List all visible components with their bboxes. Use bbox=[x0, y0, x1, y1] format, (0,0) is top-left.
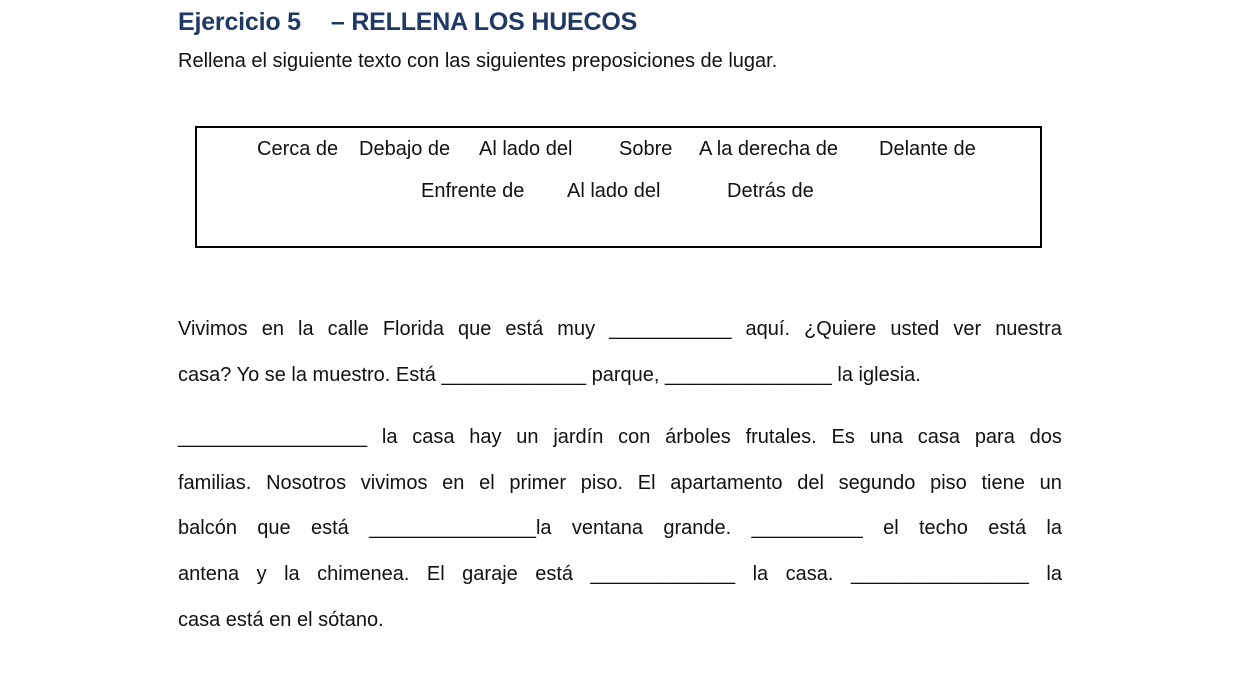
text-word: dos bbox=[1029, 426, 1062, 448]
exercise-heading: – RELLENA LOS HUECOS bbox=[330, 8, 638, 36]
text-word: un bbox=[516, 426, 539, 448]
text-word: la bbox=[298, 318, 314, 340]
text-word: chimenea. bbox=[317, 563, 410, 585]
text-word: árboles bbox=[665, 426, 731, 448]
text-word: ver bbox=[953, 318, 982, 340]
text-word: piso bbox=[930, 472, 967, 494]
text-word: familias. bbox=[178, 472, 252, 494]
text-word: usted bbox=[890, 318, 940, 340]
text-word: casa bbox=[412, 426, 455, 448]
text-word: la bbox=[381, 426, 398, 448]
text-word: _________________ bbox=[178, 426, 368, 448]
text-word: El bbox=[426, 563, 445, 585]
text-word: _____________ bbox=[590, 563, 736, 585]
text-word: la bbox=[1046, 517, 1062, 539]
text-word: _______________la bbox=[369, 517, 552, 539]
word-bank-item: Al lado del bbox=[479, 138, 573, 160]
text-word: está bbox=[535, 563, 574, 585]
text-word: muy bbox=[557, 318, 596, 340]
text-word: una bbox=[869, 426, 903, 448]
text-word: jardín bbox=[553, 426, 604, 448]
text-line-content: casa? Yo se la muestro. Está _____________ parque, _______________ la iglesia. bbox=[178, 364, 921, 386]
text-line bbox=[178, 364, 1062, 387]
text-word: vivimos bbox=[360, 472, 428, 494]
word-bank-item: Debajo de bbox=[359, 138, 451, 160]
text-word: primer bbox=[509, 472, 567, 494]
text-word: casa. bbox=[785, 563, 834, 585]
text-word: ventana bbox=[571, 517, 644, 539]
text-word: con bbox=[618, 426, 651, 448]
text-word: la bbox=[752, 563, 769, 585]
text-word: garaje bbox=[462, 563, 518, 585]
text-word: está bbox=[310, 517, 349, 539]
text-line bbox=[178, 318, 1062, 341]
text-word: grande. bbox=[663, 517, 732, 539]
word-bank-item: Detrás de bbox=[727, 180, 814, 202]
text-line bbox=[178, 472, 1062, 495]
exercise-number: Ejercicio 5 bbox=[178, 8, 301, 36]
text-line bbox=[178, 563, 1062, 586]
word-bank-item: Cerca de bbox=[257, 138, 339, 160]
text-word: Es bbox=[831, 426, 855, 448]
text-word: calle bbox=[327, 318, 369, 340]
text-word: y bbox=[256, 563, 267, 585]
text-word: aquí. bbox=[745, 318, 791, 340]
text-word: para bbox=[974, 426, 1015, 448]
text-word: en bbox=[442, 472, 465, 494]
text-word: un bbox=[1039, 472, 1062, 494]
text-word: en bbox=[261, 318, 284, 340]
text-word: que bbox=[257, 517, 291, 539]
text-word: frutales. bbox=[745, 426, 817, 448]
text-word: apartamento bbox=[670, 472, 783, 494]
text-word: casa bbox=[917, 426, 961, 448]
text-line bbox=[178, 609, 1062, 632]
text-word: está bbox=[505, 318, 544, 340]
word-bank-item: Sobre bbox=[619, 138, 673, 160]
text-word: el bbox=[479, 472, 495, 494]
text-word: ________________ bbox=[850, 563, 1029, 585]
text-word: __________ bbox=[751, 517, 863, 539]
text-word: hay bbox=[469, 426, 502, 448]
text-word: la bbox=[1046, 563, 1062, 585]
text-word: balcón bbox=[178, 517, 237, 539]
exercise-title bbox=[178, 8, 637, 37]
text-word: Vivimos bbox=[178, 318, 248, 340]
text-word: tiene bbox=[981, 472, 1025, 494]
word-bank-item: Delante de bbox=[879, 138, 976, 160]
word-bank-item: Al lado del bbox=[567, 180, 661, 202]
text-line bbox=[178, 426, 1062, 449]
text-word: ___________ bbox=[609, 318, 732, 340]
text-word: Nosotros bbox=[266, 472, 347, 494]
exercise-instruction: Rellena el siguiente texto con las siguientes preposiciones de lugar. bbox=[178, 50, 778, 72]
text-line bbox=[178, 517, 1062, 540]
text-word: la bbox=[284, 563, 300, 585]
word-bank-item: Enfrente de bbox=[421, 180, 525, 202]
text-word: el bbox=[883, 517, 899, 539]
text-word: Florida bbox=[382, 318, 444, 340]
text-word: del bbox=[797, 472, 824, 494]
text-word: ¿Quiere bbox=[804, 318, 877, 340]
word-bank-box bbox=[195, 126, 1042, 248]
text-word: que bbox=[458, 318, 492, 340]
text-word: El bbox=[637, 472, 656, 494]
text-word: segundo bbox=[838, 472, 916, 494]
text-word: piso. bbox=[580, 472, 624, 494]
text-word: techo bbox=[919, 517, 968, 539]
text-line-content: casa está en el sótano. bbox=[178, 609, 384, 631]
word-bank-item: A la derecha de bbox=[699, 138, 838, 160]
text-word: nuestra bbox=[995, 318, 1062, 340]
text-word: está bbox=[988, 517, 1027, 539]
text-word: antena bbox=[178, 563, 240, 585]
